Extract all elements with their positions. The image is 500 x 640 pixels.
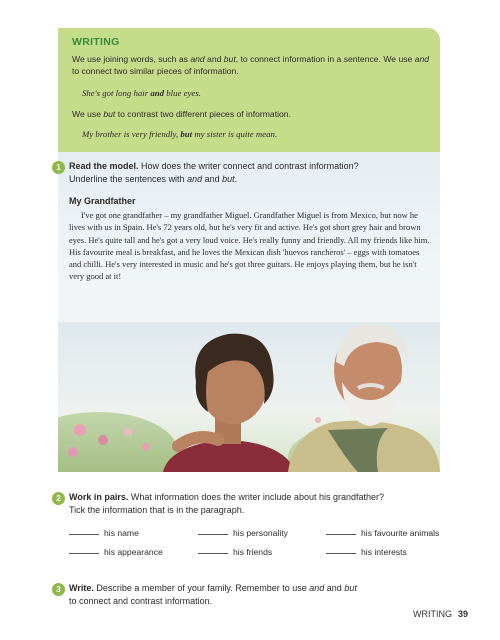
model-title: My Grandfather xyxy=(69,196,136,206)
tick-blank[interactable] xyxy=(326,553,356,554)
exercise-1-instruction: Read the model. How does the writer connect and contrast information? Underline the sentences with and and but. xyxy=(69,161,359,184)
exercise-number-3: 3 xyxy=(52,583,65,596)
page-number: 39 xyxy=(457,609,468,619)
option-his-favourite-animals[interactable]: his favourite animals xyxy=(326,528,439,538)
exercise-2-instruction: Work in pairs. What information does the writer include about his grandfather? Tick the information that is in the paragraph. xyxy=(69,492,385,515)
exercise-3-instruction: Write. Describe a member of your family. Remember to use and and but to connect and contrast information. xyxy=(69,583,357,606)
tick-blank[interactable] xyxy=(326,534,356,535)
page-footer: WRITING 39 xyxy=(412,609,468,619)
writing-box-paragraph-2: We use but to contrast two different pieces of information. xyxy=(72,109,291,119)
option-his-appearance[interactable]: his appearance xyxy=(69,547,163,557)
writing-box-title: WRITING xyxy=(72,36,120,48)
writing-tip-box xyxy=(58,28,440,152)
exercise-number-2: 2 xyxy=(52,492,65,505)
tick-blank[interactable] xyxy=(69,553,99,554)
option-his-friends[interactable]: his friends xyxy=(198,547,272,557)
writing-box-paragraph-1: We use joining words, such as and and but, to connect information in a sentence. We use and to connect two similar pieces of information. xyxy=(72,54,430,76)
tick-blank[interactable] xyxy=(69,534,99,535)
photo-boy-and-grandfather xyxy=(58,322,440,472)
option-his-name[interactable]: his name xyxy=(69,528,139,538)
exercise-number-1: 1 xyxy=(52,161,65,174)
tick-blank[interactable] xyxy=(198,553,228,554)
writing-box-example-1: She's got long hair and blue eyes. xyxy=(82,88,201,98)
option-his-personality[interactable]: his personality xyxy=(198,528,288,538)
model-paragraph: I've got one grandfather – my grandfather Miguel. Grandfather Miguel is from Mexico, but now he lives with us in Spain. He's 72 years old, but he's very fit and active. He's got short grey hair and brown eyes. He's quite tall and he's got a very loud voice. He's really funny and friendly. All my friends like him. His favourite meal is breakfast, and he loves the Mexican dish 'huevos rancheros' – eggs with tomatoes and chilli. He's very interested in music and he's got three guitars. He enjoys playing them, but he isn't very good at it! xyxy=(69,210,430,282)
option-his-interests[interactable]: his interests xyxy=(326,547,407,557)
tick-blank[interactable] xyxy=(198,534,228,535)
writing-box-example-2: My brother is very friendly, but my sister is quite mean. xyxy=(82,129,278,139)
